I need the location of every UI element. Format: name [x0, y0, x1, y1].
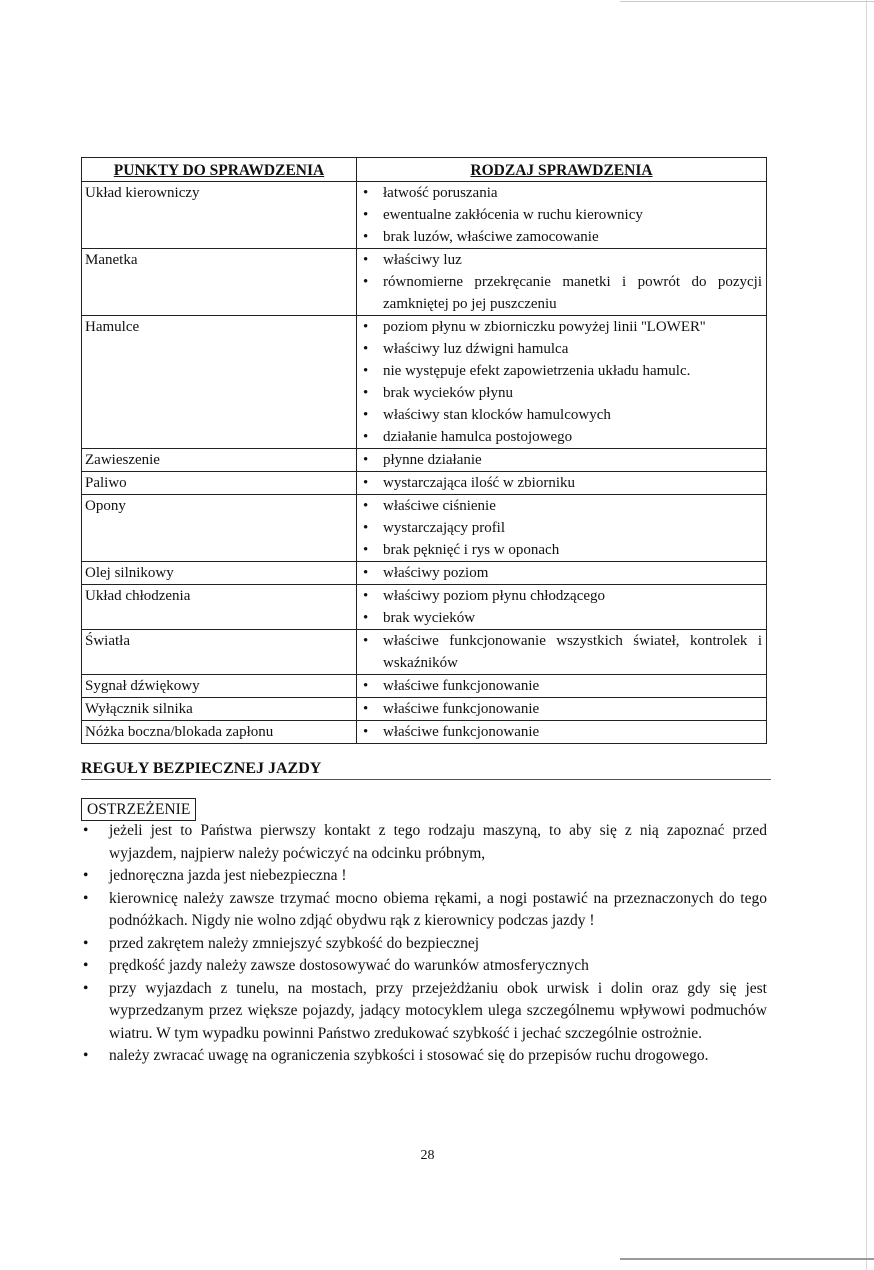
- table-header-row: [82, 158, 767, 182]
- table-row: [82, 472, 767, 495]
- check-item: • brak wycieków płynu: [383, 382, 762, 404]
- rule-item: • kierownicę należy zawsze trzymać mocno obiema rękami, a nogi postawić na przeznaczonych do tego podnóżkach. Nigdy nie wolno zdjąć obydwu rąk z kierownicy podczas jazdy !: [109, 888, 767, 933]
- rule-item: • jednoręczna jazda jest niebezpieczna !: [109, 865, 767, 888]
- check-item: • właściwe ciśnienie: [383, 495, 762, 517]
- safety-rules-list: [81, 820, 767, 1068]
- scan-edge-bottom: [620, 1258, 874, 1260]
- rule-item: • przed zakrętem należy zmniejszyć szybkość do bezpiecznej: [109, 933, 767, 956]
- checklist: [383, 698, 762, 720]
- header-points: PUNKTY DO SPRAWDZENIA: [82, 158, 357, 182]
- check-items: [357, 562, 767, 585]
- rule-item: • przy wyjazdach z tunelu, na mostach, przy przejeżdżaniu obok urwisk i dolin oraz gdy się jest wyprzedzanym przez większe pojazdy, jadący motocyklem ulega szczególnemu wpływowi podmuchów wiatru. W tym wypadku powinni Państwo zredukować szybkość i jechać szczególnie ostrożnie.: [109, 978, 767, 1046]
- check-item: • płynne działanie: [383, 449, 762, 471]
- table-row: [82, 585, 767, 630]
- check-item: • właściwy luz: [383, 249, 762, 271]
- check-item: • brak pęknięć i rys w oponach: [383, 539, 762, 561]
- table-row: [82, 495, 767, 562]
- check-point: Układ kierowniczy: [82, 182, 357, 249]
- check-item: • poziom płynu w zbiorniczku powyżej linii ''LOWER'': [383, 316, 762, 338]
- check-items: [357, 675, 767, 698]
- check-point: Zawieszenie: [82, 449, 357, 472]
- table-row: [82, 249, 767, 316]
- checklist: [383, 449, 762, 471]
- table-row: [82, 630, 767, 675]
- checklist: [383, 721, 762, 743]
- check-item: • właściwy poziom płynu chłodzącego: [383, 585, 762, 607]
- check-items: [357, 698, 767, 721]
- check-items: [357, 472, 767, 495]
- rule-item: • prędkość jazdy należy zawsze dostosowywać do warunków atmosferycznych: [109, 955, 767, 978]
- check-point: Paliwo: [82, 472, 357, 495]
- rule-item: • jeżeli jest to Państwa pierwszy kontakt z tego rodzaju maszyną, to aby się z nią zapoznać przed wyjazdem, najpierw należy poćwiczyć na odcinku próbnym,: [109, 820, 767, 865]
- check-items: [357, 495, 767, 562]
- table-row: [82, 675, 767, 698]
- check-items: [357, 449, 767, 472]
- warning-label: OSTRZEŻENIE: [81, 798, 196, 821]
- check-items: [357, 249, 767, 316]
- check-item: • właściwe funkcjonowanie wszystkich świateł, kontrolek i wskaźników: [383, 630, 762, 674]
- checklist: [383, 249, 762, 315]
- check-item: • brak luzów, właściwe zamocowanie: [383, 226, 762, 248]
- table-row: [82, 698, 767, 721]
- check-item: • właściwy luz dźwigni hamulca: [383, 338, 762, 360]
- check-items: [357, 585, 767, 630]
- check-item: • właściwy poziom: [383, 562, 762, 584]
- section-heading: REGUŁY BEZPIECZNEJ JAZDY: [81, 760, 771, 780]
- table-row: [82, 182, 767, 249]
- check-item: • brak wycieków: [383, 607, 762, 629]
- table-row: [82, 449, 767, 472]
- check-point: Nóżka boczna/blokada zapłonu: [82, 721, 357, 744]
- checklist: [383, 585, 762, 629]
- check-item: • właściwy stan klocków hamulcowych: [383, 404, 762, 426]
- table-row: [82, 721, 767, 744]
- checklist: [383, 316, 762, 448]
- check-item: • właściwe funkcjonowanie: [383, 698, 762, 720]
- scan-edge-top: [620, 1, 874, 2]
- checklist: [383, 472, 762, 494]
- check-item: • wystarczający profil: [383, 517, 762, 539]
- check-item: • nie występuje efekt zapowietrzenia układu hamulc.: [383, 360, 762, 382]
- check-item: • ewentualne zakłócenia w ruchu kierownicy: [383, 204, 762, 226]
- table-body: [82, 182, 767, 744]
- checklist: [383, 495, 762, 561]
- check-point: Sygnał dźwiękowy: [82, 675, 357, 698]
- checklist: [383, 630, 762, 674]
- check-items: [357, 721, 767, 744]
- check-item: • właściwe funkcjonowanie: [383, 721, 762, 743]
- inspection-table: [81, 157, 767, 744]
- check-point: Światła: [82, 630, 357, 675]
- check-item: • równomierne przekręcanie manetki i powrót do pozycji zamkniętej po jej puszczeniu: [383, 271, 762, 315]
- table-row: [82, 316, 767, 449]
- check-item: • łatwość poruszania: [383, 182, 762, 204]
- checklist: [383, 182, 762, 248]
- check-item: • wystarczająca ilość w zbiorniku: [383, 472, 762, 494]
- check-item: • działanie hamulca postojowego: [383, 426, 762, 448]
- check-items: [357, 630, 767, 675]
- check-point: Wyłącznik silnika: [82, 698, 357, 721]
- check-point: Układ chłodzenia: [82, 585, 357, 630]
- checklist: [383, 562, 762, 584]
- scan-edge-right: [866, 0, 867, 1270]
- check-point: Manetka: [82, 249, 357, 316]
- check-items: [357, 316, 767, 449]
- table-row: [82, 562, 767, 585]
- checklist: [383, 675, 762, 697]
- check-items: [357, 182, 767, 249]
- check-point: Opony: [82, 495, 357, 562]
- check-item: • właściwe funkcjonowanie: [383, 675, 762, 697]
- header-checks: RODZAJ SPRAWDZENIA: [357, 158, 767, 182]
- check-point: Hamulce: [82, 316, 357, 449]
- rule-item: • należy zwracać uwagę na ograniczenia szybkości i stosować się do przepisów ruchu drogowego.: [109, 1045, 767, 1068]
- page-number: 28: [420, 1148, 435, 1163]
- check-point: Olej silnikowy: [82, 562, 357, 585]
